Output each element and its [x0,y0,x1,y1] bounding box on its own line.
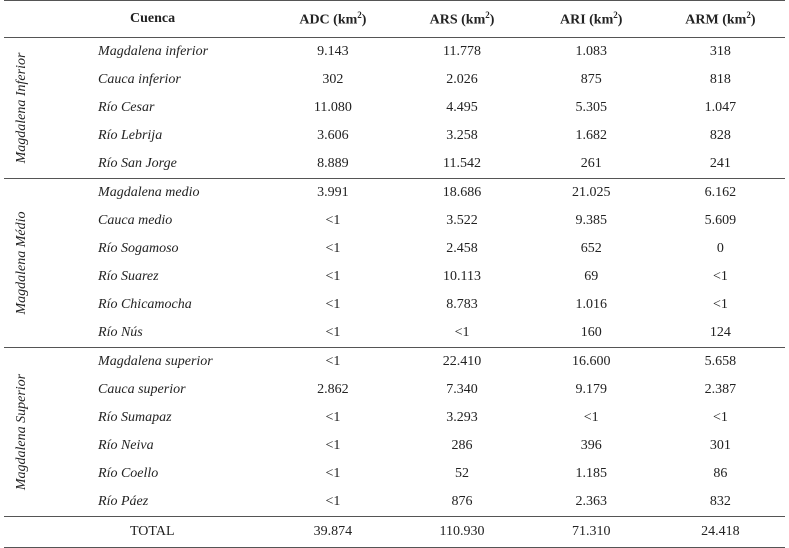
cuenca-name: Río Nús [98,325,143,340]
table-row [4,488,785,517]
arm-value: 241 [709,156,731,171]
group-label: Magdalena Superior [14,373,30,491]
cuenca-name: Río Lebrija [98,128,163,143]
cuenca-name: Magdalena superior [40,348,268,377]
ari-value: 652 [580,241,602,256]
ari-value: 1.016 [575,297,607,312]
arm-value: 2.387 [704,382,737,397]
ari-value: 1.185 [575,466,607,481]
arm-value: <1 [712,269,728,284]
table-row [4,179,785,208]
arm-value: <1 [712,297,728,312]
total-label: TOTAL [4,517,268,548]
adc-value: 302 [322,72,344,87]
ars-value: 10.113 [443,269,482,284]
ars-value: 22.410 [397,348,526,377]
group-label: Magdalena Médio [14,211,30,315]
adc-value: <1 [325,213,341,228]
total-row [4,517,785,548]
ars-value: 3.522 [446,213,478,228]
table-row [4,404,785,432]
adc-value: <1 [325,466,341,481]
total-arm: 24.418 [656,517,785,548]
arm-value: 5.658 [656,348,785,377]
cuenca-name: Magdalena medio [40,179,268,208]
ari-value: <1 [583,410,599,425]
ars-value: 18.686 [397,179,526,208]
header-adc: ADC $(km^2)$ [268,1,397,38]
adc-value: 3.991 [268,179,397,208]
ars-value: <1 [454,325,470,340]
ars-value: 11.542 [443,156,482,171]
table-row [4,263,785,291]
ars-value: 2.458 [446,241,478,256]
adc-value: 3.606 [317,128,349,143]
ari-value: 69 [584,269,599,284]
table-row [4,94,785,122]
cuenca-name: Río Sogamoso [98,241,179,256]
adc-value: <1 [325,438,341,453]
adc-value: 2.862 [317,382,349,397]
arm-value: 6.162 [656,179,785,208]
table-row [4,207,785,235]
table-row [4,291,785,319]
ari-value: 2.363 [575,494,607,509]
group-label: Magdalena Inferior [14,52,30,164]
arm-value: 818 [709,72,731,87]
arm-value: <1 [712,410,728,425]
ars-value: 52 [455,466,470,481]
table-row [4,432,785,460]
adc-value: <1 [325,410,341,425]
adc-value: <1 [325,494,341,509]
adc-value: 8.889 [317,156,349,171]
ari-value: 261 [580,156,602,171]
table-body [4,38,785,517]
arm-value: 0 [716,241,724,256]
cuenca-name: Río Suarez [98,269,159,284]
total-ari: 71.310 [527,517,656,548]
arm-value: 86 [713,466,728,481]
ars-value: 8.783 [446,297,478,312]
adc-value: <1 [325,297,341,312]
cuenca-name: Río Neiva [98,438,154,453]
ars-value: 7.340 [446,382,478,397]
ari-value: 9.179 [575,382,607,397]
group-label-cell [4,38,40,179]
table-row [4,66,785,94]
cuenca-name: Río Coello [98,466,159,481]
ars-value: 2.026 [446,72,478,87]
ars-value: 4.495 [446,100,478,115]
cuenca-name: Río Chicamocha [98,297,192,312]
ars-value: 876 [451,494,473,509]
adc-value: <1 [325,325,341,340]
ars-value: 11.778 [397,38,526,67]
ars-value: 3.258 [446,128,478,143]
table-row [4,235,785,263]
arm-value: 318 [656,38,785,67]
group-label-cell [4,179,40,348]
cuenca-name: Cauca superior [98,382,186,397]
area-table [4,0,785,548]
cuenca-name: Cauca inferior [98,72,181,87]
header-arm: ARM $(km^2)$ [656,1,785,38]
ari-value: 21.025 [527,179,656,208]
total-adc: 39.874 [268,517,397,548]
arm-value: 301 [709,438,731,453]
cuenca-name: Cauca medio [98,213,173,228]
ars-value: 3.293 [446,410,478,425]
ari-value: 1.083 [527,38,656,67]
adc-value: <1 [268,348,397,377]
adc-value: <1 [325,241,341,256]
table-row [4,122,785,150]
cuenca-name: Río San Jorge [98,156,177,171]
header-ars: ARS $(km^2)$ [397,1,526,38]
adc-value: 11.080 [313,100,352,115]
arm-value: 828 [709,128,731,143]
group-label-cell [4,348,40,517]
table-row [4,376,785,404]
cuenca-name: Río Cesar [98,100,155,115]
ari-value: 396 [580,438,602,453]
table-row [4,348,785,377]
header-ari: ARI $(km^2)$ [527,1,656,38]
arm-value: 1.047 [704,100,737,115]
ari-value: 1.682 [575,128,607,143]
header-row [4,1,785,38]
arm-value: 5.609 [704,213,737,228]
ari-value: 9.385 [575,213,607,228]
ari-value: 875 [580,72,602,87]
ari-value: 5.305 [575,100,607,115]
total-ars: 110.930 [397,517,526,548]
cuenca-name: Magdalena inferior [40,38,268,67]
adc-value: 9.143 [268,38,397,67]
ari-value: 16.600 [527,348,656,377]
arm-value: 832 [709,494,731,509]
header-cuenca: Cuenca [4,1,268,38]
table-row [4,460,785,488]
table-row [4,150,785,179]
cuenca-name: Río Páez [98,494,149,509]
ars-value: 286 [451,438,473,453]
adc-value: <1 [325,269,341,284]
ari-value: 160 [580,325,602,340]
arm-value: 124 [709,325,731,340]
table-row [4,319,785,348]
cuenca-name: Río Sumapaz [98,410,172,425]
table-row [4,38,785,67]
